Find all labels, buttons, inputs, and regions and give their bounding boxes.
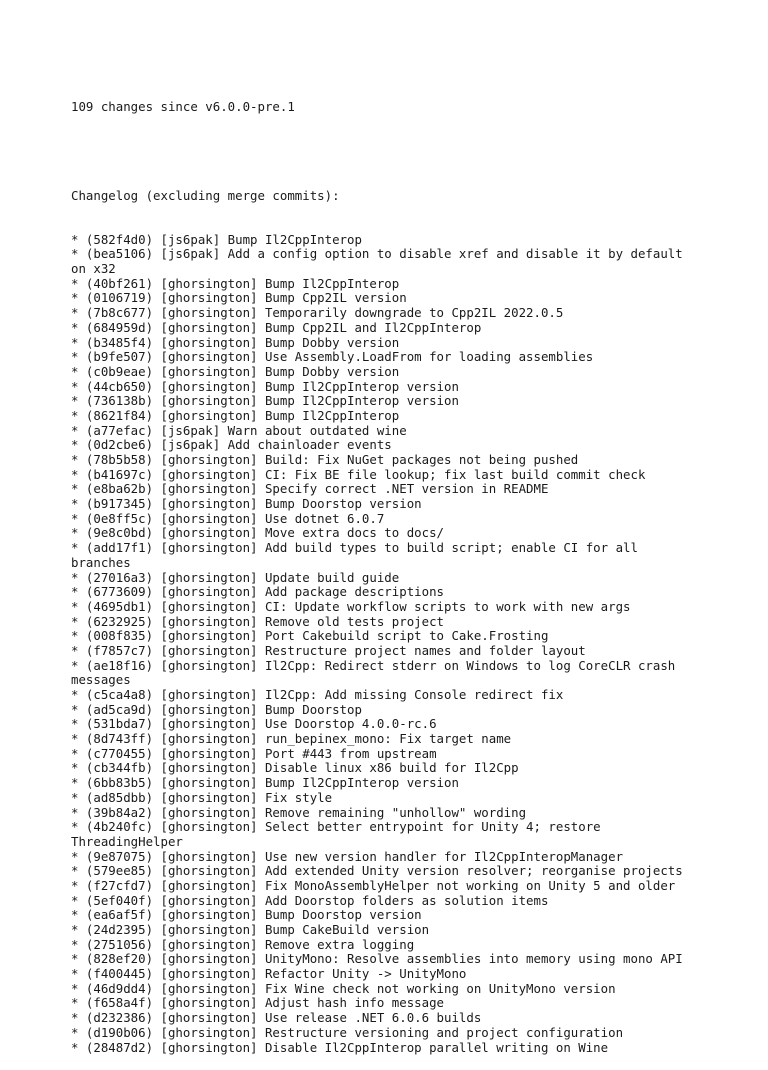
changelog-entry: * (ad5ca9d) [ghorsington] Bump Doorstop [71,701,362,717]
changelog-entry: * (d232386) [ghorsington] Use release .NET 6.0.6 builds [71,1010,482,1026]
changelog-entry: * (d190b06) [ghorsington] Restructure versioning and project configuration [71,1024,624,1040]
changelog-entry: * (bea5106) [js6pak] Add a config option to disable xref and disable it by default [71,246,683,262]
changelog-entry: on x32 [71,261,116,277]
changelog-entry: * (0d2cbe6) [js6pak] Add chainloader events [71,437,392,453]
changelog-entry: * (b9fe507) [ghorsington] Use Assembly.LoadFrom for loading assemblies [71,349,594,365]
changelog-entry: * (40bf261) [ghorsington] Bump Il2CppInterop [71,275,400,291]
changelog-entry: * (add17f1) [ghorsington] Add build types to build script; enable CI for all [71,540,638,556]
changelog-entry: * (579ee85) [ghorsington] Add extended Unity version resolver; reorganise projects [71,863,683,879]
changelog-entry: ThreadingHelper [71,833,183,849]
changelog-entry: * (736138b) [ghorsington] Bump Il2CppInterop version [71,393,459,409]
changelog-entry: * (008f835) [ghorsington] Port Cakebuild script to Cake.Frosting [71,628,549,644]
changelog-entry: * (6773609) [ghorsington] Add package descriptions [71,584,444,600]
changelog-entry: * (a77efac) [js6pak] Warn about outdated wine [71,422,407,438]
changelog-entry: * (ea6af5f) [ghorsington] Bump Doorstop version [71,907,422,923]
changelog-entry: * (2751056) [ghorsington] Remove extra logging [71,936,415,952]
changelog-heading: Changelog (excluding merge commits): [71,187,340,203]
changelog-entry: * (8621f84) [ghorsington] Bump Il2CppInterop [71,407,400,423]
changelog-entry: * (9e8c0bd) [ghorsington] Move extra docs to docs/ [71,525,444,541]
changelog-entry: * (b41697c) [ghorsington] CI: Fix BE file lookup; fix last build commit check [71,466,646,482]
changelog-entry: messages [71,672,131,688]
changelog-entry: * (ae18f16) [ghorsington] Il2Cpp: Redirect stderr on Windows to log CoreCLR crash [71,657,676,673]
changelog-entry: * (78b5b58) [ghorsington] Build: Fix NuGet packages not being pushed [71,452,579,467]
changelog-entry: * (c770455) [ghorsington] Port #443 from upstream [71,745,437,761]
changelog-entry: * (7b8c677) [ghorsington] Temporarily downgrade to Cpp2IL 2022.0.5 [71,305,564,321]
changelog-entry: * (8d743ff) [ghorsington] run_bepinex_mono: Fix target name [71,731,512,747]
changelog-entry: * (f7857c7) [ghorsington] Restructure project names and folder layout [71,642,586,658]
changelog-entry: * (e8ba62b) [ghorsington] Specify correct .NET version in README [71,481,549,497]
changelog-entry: * (28487d2) [ghorsington] Disable Il2CppInterop parallel writing on Wine [71,1039,609,1055]
changelog-entry: * (4695db1) [ghorsington] CI: Update workflow scripts to work with new args [71,598,631,614]
changelog-entry: * (6232925) [ghorsington] Remove old tests project [71,613,444,629]
changelog-entry: * (44cb650) [ghorsington] Bump Il2CppInterop version [71,378,459,394]
changelog-entry: * (24d2395) [ghorsington] Bump CakeBuild version [71,922,430,937]
changelog-entry: * (0e8ff5c) [ghorsington] Use dotnet 6.0.7 [71,510,385,526]
changelog-entry: * (cb344fb) [ghorsington] Disable linux x86 build for Il2Cpp [71,760,519,776]
changelog-entry: * (582f4d0) [js6pak] Bump Il2CppInterop [71,231,362,247]
changelog-entry: * (684959d) [ghorsington] Bump Cpp2IL and Il2CppInterop [71,319,482,335]
changelog-entry: * (f658a4f) [ghorsington] Adjust hash info message [71,995,444,1011]
changelog-entry: * (27016a3) [ghorsington] Update build guide [71,569,400,585]
blank-line [71,145,751,160]
changelog-entry: * (531bda7) [ghorsington] Use Doorstop 4.0.0-rc.6 [71,716,437,732]
changelog-entry: * (0106719) [ghorsington] Bump Cpp2IL version [71,290,407,306]
changelog-entry: * (6bb83b5) [ghorsington] Bump Il2CppInterop version [71,775,459,791]
changelog-entry: * (9e87075) [ghorsington] Use new version handler for Il2CppInteropManager [71,848,624,864]
changelog-entry: * (f400445) [ghorsington] Refactor Unity -> UnityMono [71,966,467,982]
changelog-entry: * (b917345) [ghorsington] Bump Doorstop version [71,496,422,512]
changelog-entry: * (46d9dd4) [ghorsington] Fix Wine check not working on UnityMono version [71,980,616,996]
changelog-entry: * (4b240fc) [ghorsington] Select better entrypoint for Unity 4; restore [71,819,601,835]
changelog-entry: * (c0b9eae) [ghorsington] Bump Dobby version [71,363,400,379]
changelog-list [71,233,751,1056]
changelog-entry: * (c5ca4a8) [ghorsington] Il2Cpp: Add missing Console redirect fix [71,687,564,702]
changelog-entry: * (828ef20) [ghorsington] UnityMono: Resolve assemblies into memory using mono API [71,951,683,967]
changelog-entry: * (ad85dbb) [ghorsington] Fix style [71,789,333,805]
changelog-entry: * (39b84a2) [ghorsington] Remove remaining "unhollow" wording [71,804,527,820]
changelog-entry: * (b3485f4) [ghorsington] Bump Dobby version [71,334,400,350]
changelog-entry: branches [71,554,131,570]
changelog-entry: * (5ef040f) [ghorsington] Add Doorstop folders as solution items [71,892,549,908]
document-page [71,71,751,1070]
changes-summary: 109 changes since v6.0.0-pre.1 [71,99,295,115]
changelog-entry: * (f27cfd7) [ghorsington] Fix MonoAssemblyHelper not working on Unity 5 and older [71,877,676,893]
